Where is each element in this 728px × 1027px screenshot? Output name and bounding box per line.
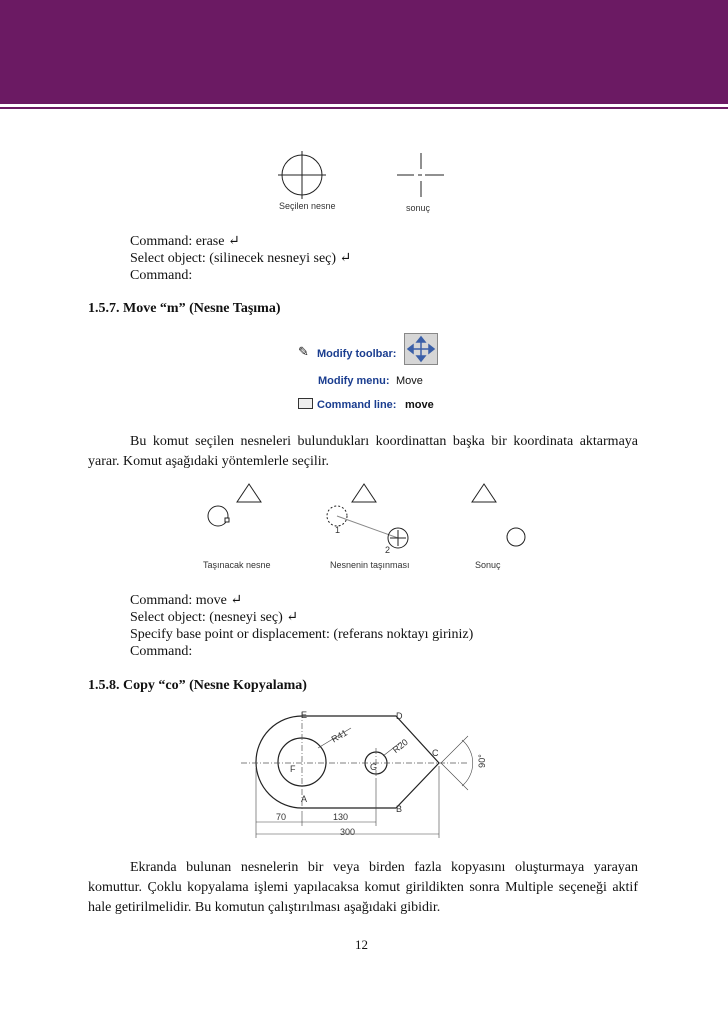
command-line-value: move [405, 399, 434, 411]
triangle-1 [237, 484, 261, 502]
result-circle [507, 528, 525, 546]
grip-square [225, 518, 229, 522]
page-header-band [0, 0, 728, 104]
modify-toolbar-label: Modify toolbar: [317, 348, 397, 360]
caption-move-result: Sonuç [475, 560, 501, 570]
page-number: 12 [355, 937, 368, 952]
radius-r20-label: R20 [390, 736, 410, 756]
caption-selected-object: Seçilen nesne [279, 201, 336, 211]
move-command-line-1: Command: move ↵ [130, 593, 243, 608]
triangle-3 [472, 484, 496, 502]
move-command-line-4: Command: [130, 644, 193, 659]
erase-command-line-3: Command: [130, 268, 193, 283]
header-divider [0, 104, 728, 109]
move-description: Bu komut seçilen nesneleri bulundukları koordinattan başka bir koordinata aktarmaya yarar. Komut aşağıdaki yöntemlerle seçilir. [88, 434, 638, 469]
dim-130-label: 130 [333, 812, 349, 822]
triangle-2 [352, 484, 376, 502]
move-arrows-glyph [405, 334, 437, 364]
move-command-line-2: Select object: (nesneyi seç) ↵ [130, 610, 298, 625]
move-command-line-3: Specify base point or displacement: (referans noktayı giriniz) [130, 627, 474, 642]
caption-result: sonuç [406, 203, 431, 213]
copy-figure [236, 708, 506, 843]
selected-object-drawing [278, 151, 326, 199]
section-heading-copy: 1.5.8. Copy “co” (Nesne Kopyalama) [88, 678, 307, 693]
erase-command-line-1: Command: erase ↵ [130, 234, 240, 249]
erase-command-line-2: Select object: (silinecek nesneyi seç) ↵ [130, 251, 352, 266]
object-circle-1 [208, 506, 228, 526]
point-2-label: 2 [385, 545, 391, 555]
point-e-label: E [301, 710, 308, 720]
move-toolbar-panel [290, 330, 440, 415]
point-b-label: B [396, 804, 403, 814]
move-figure [200, 478, 540, 568]
dim-300-label: 300 [340, 827, 356, 837]
move-arrows-icon[interactable] [404, 333, 438, 365]
erase-figure [270, 145, 450, 205]
modify-menu-label: Modify menu: [318, 375, 390, 387]
section-heading-move: 1.5.7. Move “m” (Nesne Taşıma) [88, 301, 281, 316]
point-f-label: F [290, 764, 296, 774]
point-a-label: A [301, 794, 308, 804]
caption-object-to-move: Taşınacak nesne [203, 560, 271, 570]
point-g-label: G [370, 762, 378, 772]
point-1-label: 1 [335, 525, 341, 535]
modify-menu-value: Move [396, 375, 423, 387]
radius-r41-label: R41 [329, 727, 349, 745]
dim-70-label: 70 [276, 812, 287, 822]
command-line-icon [298, 398, 313, 409]
copy-description: Ekranda bulunan nesnelerin bir veya birden fazla kopyasını oluşturmaya yarayan komuttur. Çoklu kopyalama işlemi yapılacaksa komut girildikten sonra Multiple seçeneği aktif hale getirilmelidir. Bu komutun çalıştırılması aşağıdaki gibidir. [88, 860, 638, 915]
point-d-label: D [396, 711, 403, 721]
angle-90-label: 90° [476, 754, 487, 768]
result-drawing [397, 153, 444, 197]
pencil-icon: ✎ [298, 344, 309, 359]
caption-moving-object: Nesnenin taşınması [330, 560, 410, 570]
point-c-label: C [432, 748, 439, 758]
command-line-label: Command line: [317, 399, 397, 411]
